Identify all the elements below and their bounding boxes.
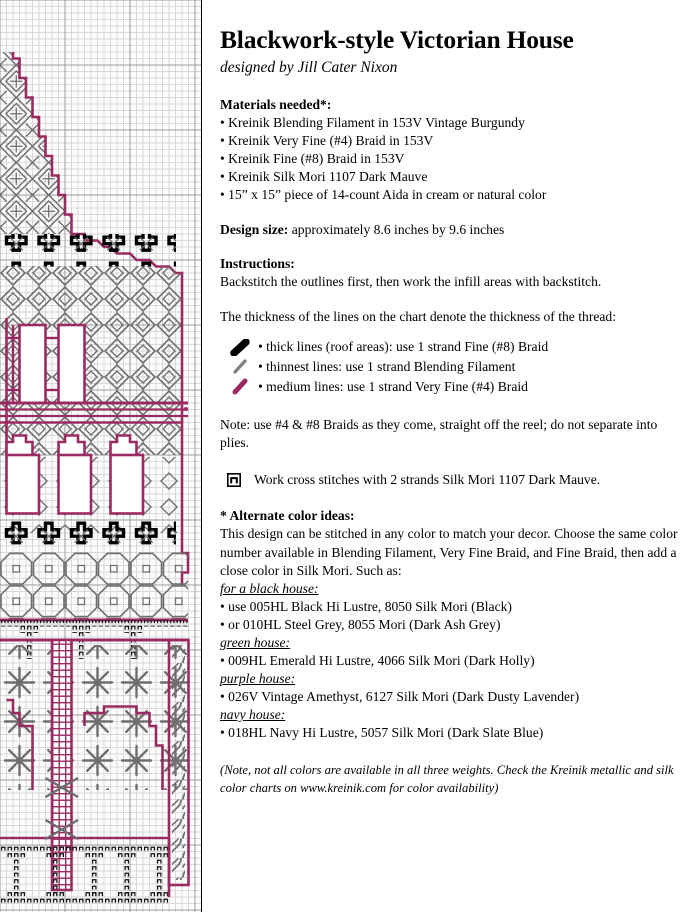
thick-black-stroke-icon: [230, 339, 252, 356]
materials-item: • Kreinik Blending Filament in 153V Vintage Burgundy: [220, 114, 525, 130]
thin-grey-stroke-icon: [230, 358, 252, 375]
instructions-line: Backstitch the outlines first, then work the infill areas with backstitch.: [220, 274, 602, 290]
cross-stitch-note: [227, 472, 678, 488]
alternates-heading: * Alternate color ideas:: [220, 508, 355, 524]
cross-stitch-text: Work cross stitches with 2 strands Silk Mori 1107 Dark Mauve.: [254, 472, 601, 488]
legend-label: • medium lines: use 1 strand Very Fine (#4) Braid: [258, 378, 528, 394]
legend-row-thick: [230, 337, 678, 357]
alt-option: • 018HL Navy Hi Lustre, 5057 Silk Mori (Dark Slate Blue): [220, 725, 544, 741]
alt-group-label-green: green house:: [220, 634, 291, 650]
chart-lower-windows: [7, 436, 137, 456]
designer-byline: designed by Jill Cater Nixon: [220, 58, 398, 76]
alt-option: • or 010HL Steel Grey, 8055 Mori (Dark Ash Grey): [220, 616, 501, 632]
alt-option: • 026V Vintage Amethyst, 6127 Silk Mori (Dark Dusty Lavender): [220, 689, 580, 705]
instructions-heading: Instructions:: [220, 256, 295, 272]
chart-black-band-upper: [0, 234, 176, 267]
legend-row-thin: [230, 357, 678, 377]
chart-artwork: [0, 0, 201, 912]
cross-stitch-symbol-icon: [227, 473, 241, 487]
cross-stitch-chart-panel: [0, 0, 202, 912]
materials-heading: Materials needed*:: [220, 96, 332, 112]
chart-lower-wall-stars: [0, 645, 201, 795]
alt-group-label-purple: purple house:: [220, 671, 296, 687]
design-size: [220, 221, 678, 239]
chart-balustrade-lower: [0, 845, 169, 904]
chart-black-band-lower: [0, 520, 176, 553]
legend-label: • thick lines (roof areas): use 1 strand Fine (#8) Braid: [258, 339, 549, 355]
alt-option: • use 005HL Black Hi Lustre, 8050 Silk Mori (Black): [220, 598, 512, 614]
alternates-intro: This design can be stitched in any color to match your decor. Choose the same color number available in Blending Filament, Very Fine Braid, and Fine Braid, then add a close color in Silk Mori. Such as:: [220, 526, 678, 578]
materials-item: • 15” x 15” piece of 14-count Aida in cream or natural color: [220, 186, 547, 202]
instructions-panel: [202, 0, 700, 912]
availability-footnote: (Note, not all colors are available in all three weights. Check the Kreinik metallic and silk color charts on www.kreinik.com for color availability): [220, 763, 674, 795]
design-size-label: Design size:: [220, 221, 289, 237]
materials-item: • Kreinik Silk Mori 1107 Dark Mauve: [220, 168, 428, 184]
braid-note: Note: use #4 & #8 Braids as they come, straight off the reel; do not separate into plies.: [220, 417, 658, 451]
chart-upper-gable-infill: [0, 45, 201, 245]
legend-label: • thinnest lines: use 1 strand Blending Filament: [258, 358, 516, 374]
alt-group-label-black: for a black house:: [220, 580, 319, 596]
alt-option: • 009HL Emerald Hi Lustre, 4066 Silk Mori (Dark Holly): [220, 652, 535, 668]
design-size-value: approximately 8.6 inches by 9.6 inches: [288, 221, 505, 237]
materials-item: • Kreinik Fine (#8) Braid in 153V: [220, 150, 405, 166]
materials-item: • Kreinik Very Fine (#4) Braid in 153V: [220, 132, 434, 148]
alt-group-label-navy: navy house:: [220, 707, 286, 723]
medium-burgundy-stroke-icon: [230, 378, 252, 395]
page-title: Blackwork-style Victorian House: [220, 25, 574, 54]
chart-porch-frieze-infill: [0, 552, 201, 627]
chart-lower-window-bodies: [7, 455, 144, 514]
legend-row-medium: [230, 377, 678, 397]
thickness-intro: The thickness of the lines on the chart denote the thickness of the thread:: [220, 309, 616, 325]
